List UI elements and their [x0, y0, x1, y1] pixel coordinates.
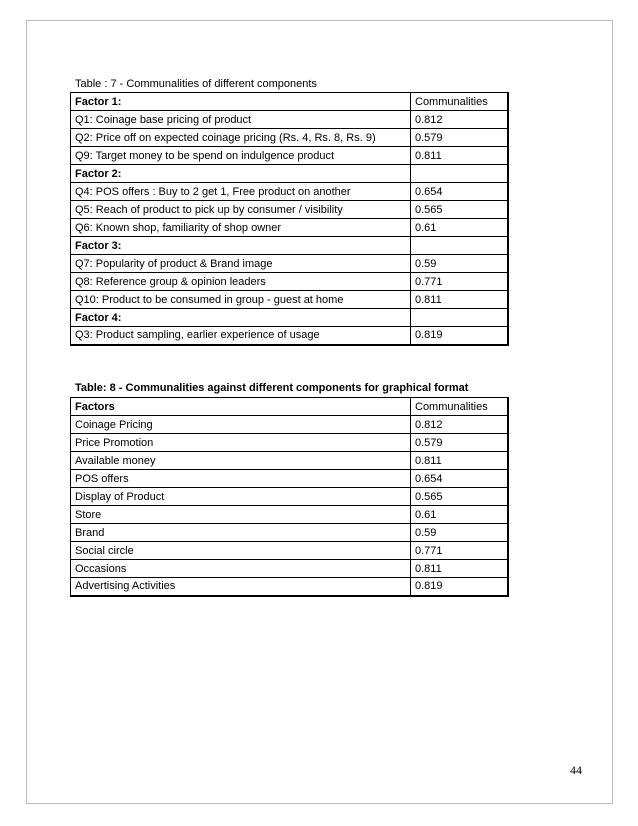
row-value: 0.579	[411, 129, 508, 147]
table-row	[71, 291, 508, 309]
table-row	[71, 201, 508, 219]
row-label: Coinage Pricing	[71, 416, 411, 434]
row-label: Q2: Price off on expected coinage pricing (Rs. 4, Rs. 8, Rs. 9)	[71, 129, 411, 147]
row-value: 0.811	[411, 452, 508, 470]
row-value: Communalities	[411, 398, 508, 416]
row-label: Factor 2:	[71, 165, 411, 183]
row-label: Factor 3:	[71, 237, 411, 255]
row-value: 0.811	[411, 291, 508, 309]
table-row	[71, 129, 508, 147]
table8	[70, 397, 509, 597]
row-value: 0.654	[411, 183, 508, 201]
row-value: 0.61	[411, 506, 508, 524]
table-row	[71, 219, 508, 237]
table-row	[71, 524, 508, 542]
row-label: Occasions	[71, 560, 411, 578]
table-row	[71, 434, 508, 452]
row-label: Q4: POS offers : Buy to 2 get 1, Free product on another	[71, 183, 411, 201]
table-row	[71, 183, 508, 201]
row-label: Q9: Target money to be spend on indulgence product	[71, 147, 411, 165]
row-value: 0.59	[411, 524, 508, 542]
row-label: Q7: Popularity of product & Brand image	[71, 255, 411, 273]
row-label: Q10: Product to be consumed in group - guest at home	[71, 291, 411, 309]
row-value: 0.812	[411, 111, 508, 129]
row-value: 0.771	[411, 273, 508, 291]
row-value	[411, 237, 508, 255]
row-label: Price Promotion	[71, 434, 411, 452]
table-row	[71, 488, 508, 506]
row-label: Factors	[71, 398, 411, 416]
table-row	[71, 578, 508, 596]
factor-row	[71, 237, 508, 255]
factor-row	[71, 165, 508, 183]
table-row	[71, 147, 508, 165]
row-label: Q5: Reach of product to pick up by consumer / visibility	[71, 201, 411, 219]
table-row	[71, 470, 508, 488]
row-value: 0.654	[411, 470, 508, 488]
factor-row	[71, 309, 508, 327]
page-number: 44	[570, 763, 582, 777]
row-value	[411, 309, 508, 327]
row-value: Communalities	[411, 93, 508, 111]
row-label: Q3: Product sampling, earlier experience of usage	[71, 327, 411, 345]
table-row	[71, 416, 508, 434]
table-row	[71, 506, 508, 524]
table-row	[71, 111, 508, 129]
header-row	[71, 93, 508, 111]
row-value: 0.59	[411, 255, 508, 273]
row-label: Advertising Activities	[71, 578, 411, 596]
row-label: Available money	[71, 452, 411, 470]
row-label: Q6: Known shop, familiarity of shop owner	[71, 219, 411, 237]
table-row	[71, 327, 508, 345]
table-row	[71, 273, 508, 291]
row-value: 0.565	[411, 488, 508, 506]
row-value: 0.812	[411, 416, 508, 434]
row-value: 0.771	[411, 542, 508, 560]
header-row	[71, 398, 508, 416]
table-row	[71, 452, 508, 470]
row-value: 0.565	[411, 201, 508, 219]
row-label: Store	[71, 506, 411, 524]
table-row	[71, 255, 508, 273]
row-value: 0.61	[411, 219, 508, 237]
row-value	[411, 165, 508, 183]
row-label: Factor 1:	[71, 93, 411, 111]
row-label: POS offers	[71, 470, 411, 488]
row-label: Brand	[71, 524, 411, 542]
row-label: Q1: Coinage base pricing of product	[71, 111, 411, 129]
table-row	[71, 542, 508, 560]
table-row	[71, 560, 508, 578]
table8-caption: Table: 8 - Communalities against different components for graphical format	[75, 382, 469, 394]
row-value: 0.819	[411, 578, 508, 596]
table7	[70, 92, 509, 346]
row-label: Social circle	[71, 542, 411, 560]
row-value: 0.811	[411, 147, 508, 165]
row-value: 0.819	[411, 327, 508, 345]
row-value: 0.579	[411, 434, 508, 452]
table7-caption: Table : 7 - Communalities of different components	[75, 78, 317, 90]
row-label: Factor 4:	[71, 309, 411, 327]
row-value: 0.811	[411, 560, 508, 578]
row-label: Display of Product	[71, 488, 411, 506]
row-label: Q8: Reference group & opinion leaders	[71, 273, 411, 291]
